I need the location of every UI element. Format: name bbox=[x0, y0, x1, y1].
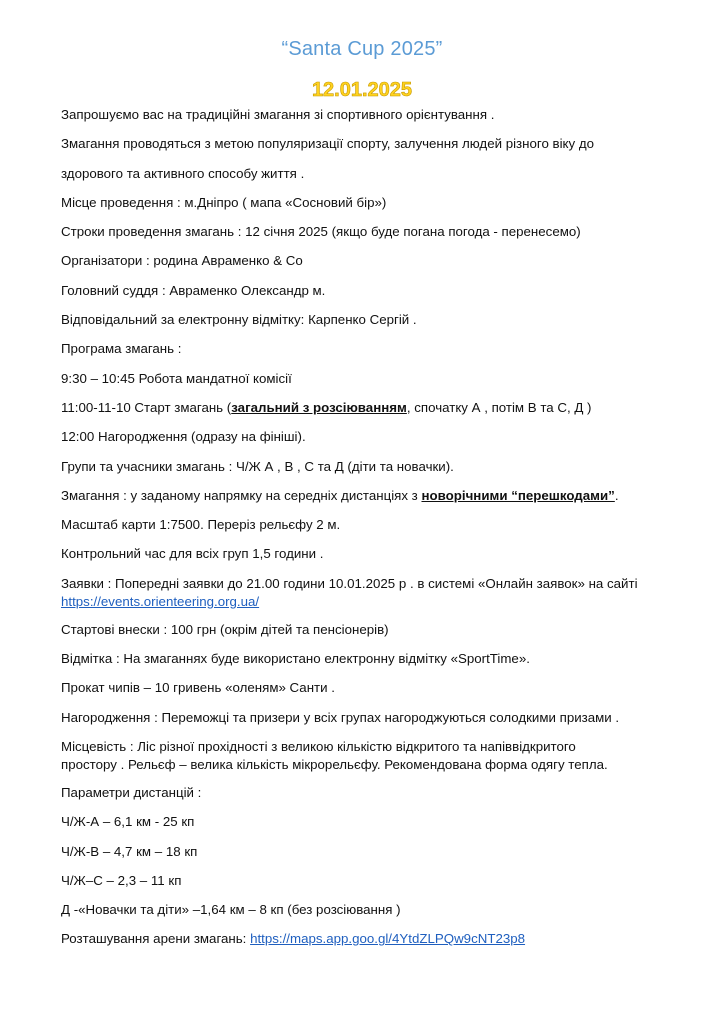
awards-line: Нагородження : Переможці та призери у всіх групах нагороджуються солодкими призами . bbox=[61, 709, 620, 725]
program-item-2-text: 11:00-11-10 Старт змагань ( bbox=[61, 399, 232, 415]
arena-line bbox=[61, 930, 661, 948]
distance-d: Д -«Новачки та діти» –1,64 км – 8 кп (без розсіювання ) bbox=[61, 902, 401, 918]
entries-link[interactable]: https://events.orienteering.org.ua/ bbox=[61, 593, 260, 609]
fees-line: Стартові внески : 100 грн (окрім дітей та пенсіонерів) bbox=[61, 621, 389, 637]
program-item-2 bbox=[61, 399, 661, 417]
program-item-3: 12:00 Нагородження (одразу на фініші). bbox=[61, 429, 306, 445]
venue-line: Місце проведення : м.Дніпро ( мапа «Сосновий бір») bbox=[61, 194, 387, 210]
distance-c: Ч/Ж–С – 2,3 – 11 кп bbox=[61, 872, 182, 888]
terrain-text-2: простору . Рельєф – велика кількість мікрорельєфу. Рекомендована форма одягу тепла. bbox=[61, 756, 608, 772]
timing-responsible-line: Відповідальний за електронну відмітку: Карпенко Сергій . bbox=[61, 312, 417, 328]
event-date: 12.01.2025 bbox=[311, 79, 413, 101]
start-type-emphasis: загальний з розсіюванням bbox=[231, 399, 407, 415]
chief-judge-line: Головний суддя : Авраменко Олександр м. bbox=[61, 282, 326, 298]
goal-line-2: здорового та активного способу життя . bbox=[61, 165, 305, 181]
entries-line bbox=[61, 575, 661, 611]
invite-line: Запрошуємо вас на традиційні змагання зі спортивного орієнтування . bbox=[61, 107, 495, 122]
arena-map-link[interactable]: https://maps.app.goo.gl/4YtdZLPQw9cNT23p8 bbox=[250, 931, 526, 947]
distance-a: Ч/Ж-А – 6,1 км - 25 кп bbox=[61, 814, 195, 830]
document-body bbox=[61, 106, 661, 960]
chip-rental-line: Прокат чипів – 10 гривень «оленям» Санти . bbox=[61, 680, 335, 696]
distance-b: Ч/Ж-В – 4,7 км – 18 кп bbox=[61, 843, 198, 859]
goal-line-1: Змагання проводяться з метою популяризації спорту, залучення людей різного віку до bbox=[61, 136, 595, 152]
arena-label: Розташування арени змагань: bbox=[61, 931, 251, 947]
format-line bbox=[61, 487, 661, 505]
obstacles-emphasis: новорічними “перешкодами” bbox=[421, 487, 615, 503]
terrain-line bbox=[61, 738, 661, 774]
format-suffix: . bbox=[614, 487, 619, 503]
program-item-1: 9:30 – 10:45 Робота мандатної комісії bbox=[61, 370, 292, 386]
dates-line: Строки проведення змагань : 12 січня 2025 (якщо буде погана погода - перенесемо) bbox=[61, 224, 581, 240]
format-text: Змагання : у заданому напрямку на середніх дистанціях з bbox=[61, 487, 422, 503]
terrain-text-1: Місцевість : Ліс різної прохідності з великою кількістю відкритого та напіввідкритого bbox=[61, 738, 576, 754]
params-heading: Параметри дистанцій : bbox=[61, 784, 202, 800]
event-title: “Santa Cup 2025” bbox=[281, 38, 443, 60]
organizers-line: Організатори : родина Авраменко & Co bbox=[61, 253, 303, 269]
program-item-2-suffix: , спочатку А , потім В та С, Д ) bbox=[406, 399, 592, 415]
scale-line: Масштаб карти 1:7500. Переріз рельєфу 2 м. bbox=[61, 517, 341, 533]
program-heading: Програма змагань : bbox=[61, 341, 182, 357]
entries-text: Заявки : Попередні заявки до 21.00 години 10.01.2025 р . в системі «Онлайн заявок» на сайті bbox=[61, 575, 638, 591]
control-time-line: Контрольний час для всіх груп 1,5 години . bbox=[61, 546, 324, 562]
timing-line: Відмітка : На змаганнях буде використано електронну відмітку «SportTime». bbox=[61, 651, 530, 667]
groups-line: Групи та учасники змагань : Ч/Ж А , В , С та Д (діти та новачки). bbox=[61, 458, 454, 474]
